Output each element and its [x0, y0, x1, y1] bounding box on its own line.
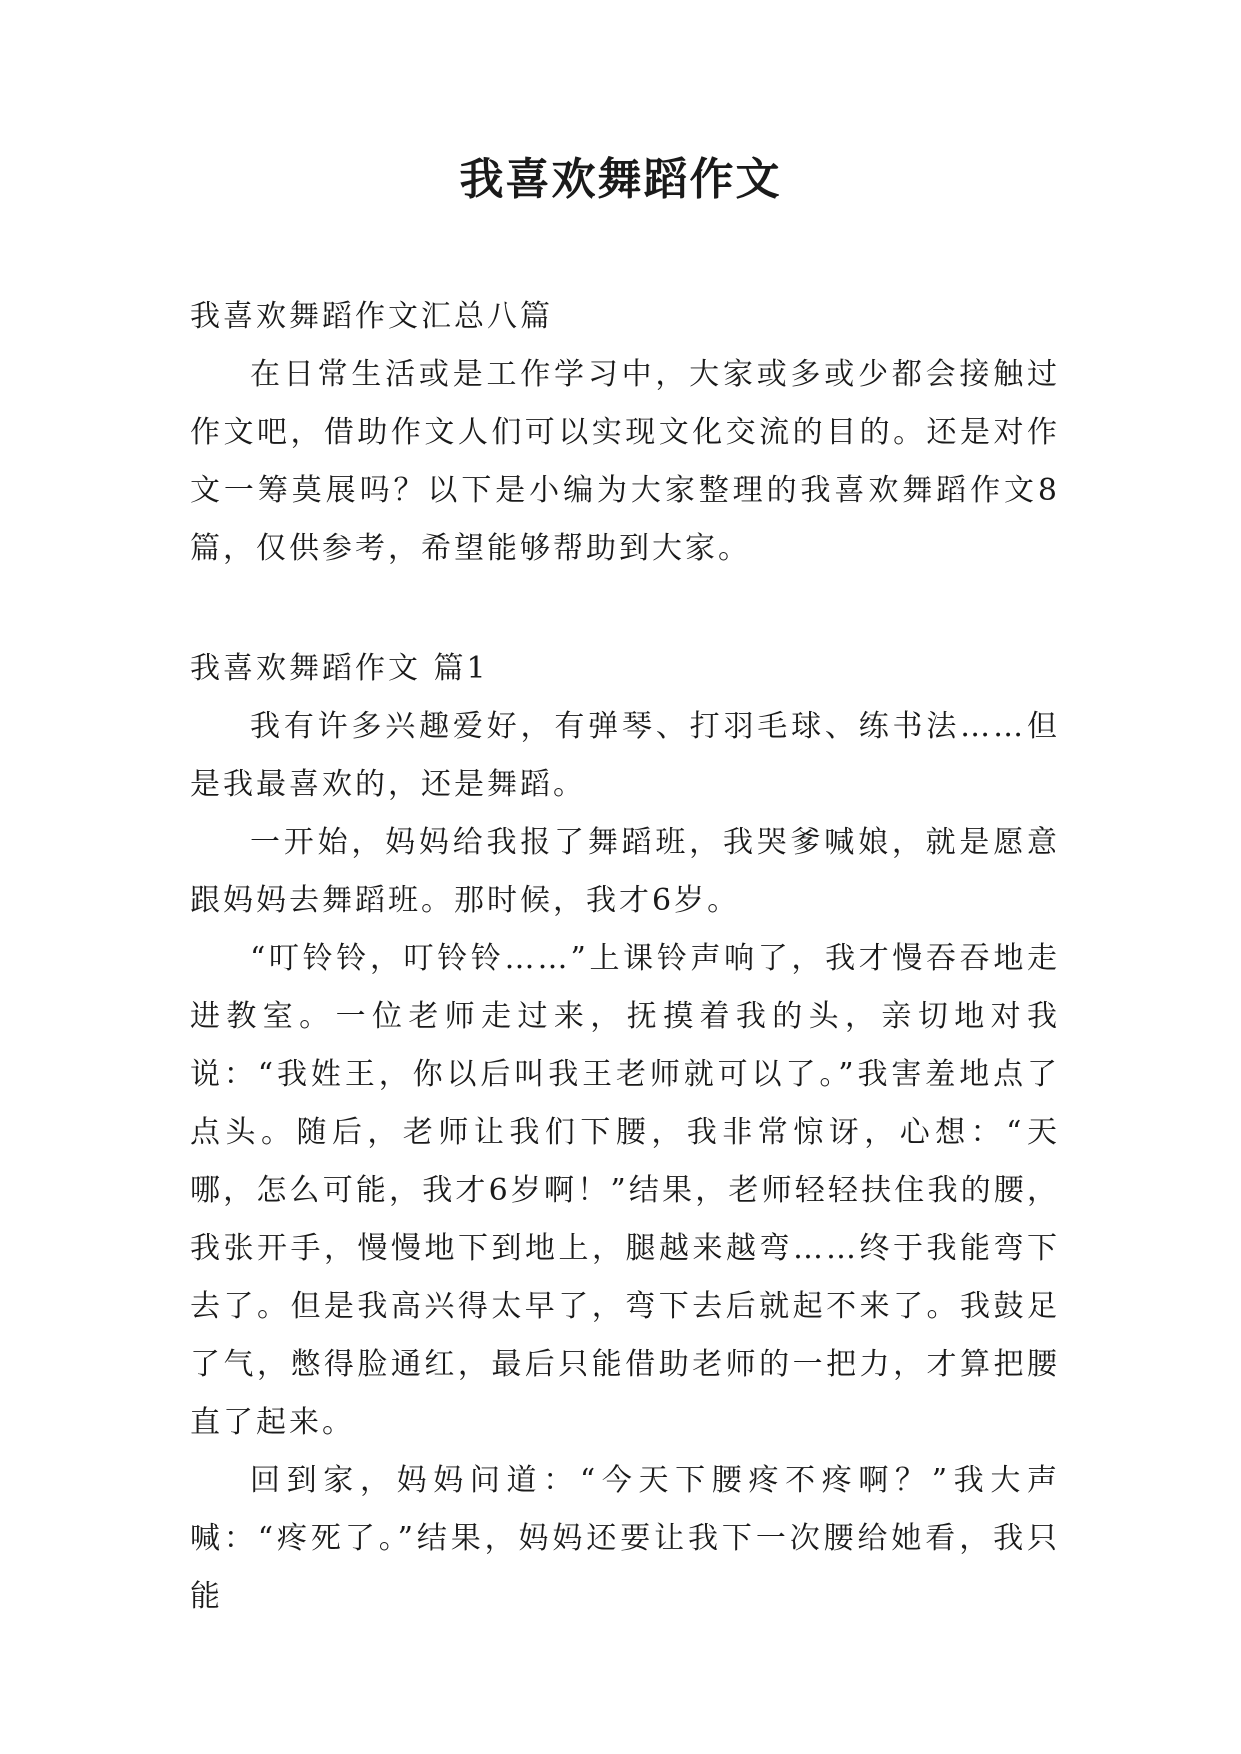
intro-section	[190, 288, 1060, 578]
essay-1-paragraph: 一开始，妈妈给我报了舞蹈班，我哭爹喊娘，就是愿意跟妈妈去舞蹈班。那时候，我才6岁。	[190, 825, 1060, 918]
essay-1-paragraph: 回到家，妈妈问道：“今天下腰疼不疼啊？”我大声喊：“疼死了。”结果，妈妈还要让我下一次腰给她看，我只能	[190, 1463, 1060, 1614]
essay-1-paragraph: 我有许多兴趣爱好，有弹琴、打羽毛球、练书法……但是我最喜欢的，还是舞蹈。	[190, 709, 1060, 802]
essay-1-heading: 我喜欢舞蹈作文 篇1	[190, 651, 489, 686]
essay-1-section	[190, 640, 1060, 1626]
intro-paragraph: 在日常生活或是工作学习中，大家或多或少都会接触过作文吧，借助作文人们可以实现文化交流的目的。还是对作文一筹莫展吗？以下是小编为大家整理的我喜欢舞蹈作文8篇，仅供参考，希望能够帮助到大家。	[190, 357, 1060, 566]
intro-heading: 我喜欢舞蹈作文汇总八篇	[190, 299, 553, 334]
document-title: 我喜欢舞蹈作文	[459, 154, 782, 205]
essay-1-paragraph: “叮铃铃，叮铃铃……”上课铃声响了，我才慢吞吞地走进教室。一位老师走过来，抚摸着我的头，亲切地对我说：“我姓王，你以后叫我王老师就可以了。”我害羞地点了点头。随后，老师让我们下腰，我非常惊讶，心想：“天哪，怎么可能，我才6岁啊！”结果，老师轻轻扶住我的腰，我张开手，慢慢地下到地上，腿越来越弯……终于我能弯下去了。但是我高兴得太早了，弯下去后就起不来了。我鼓足了气，憋得脸通红，最后只能借助老师的一把力，才算把腰直了起来。	[190, 941, 1060, 1440]
